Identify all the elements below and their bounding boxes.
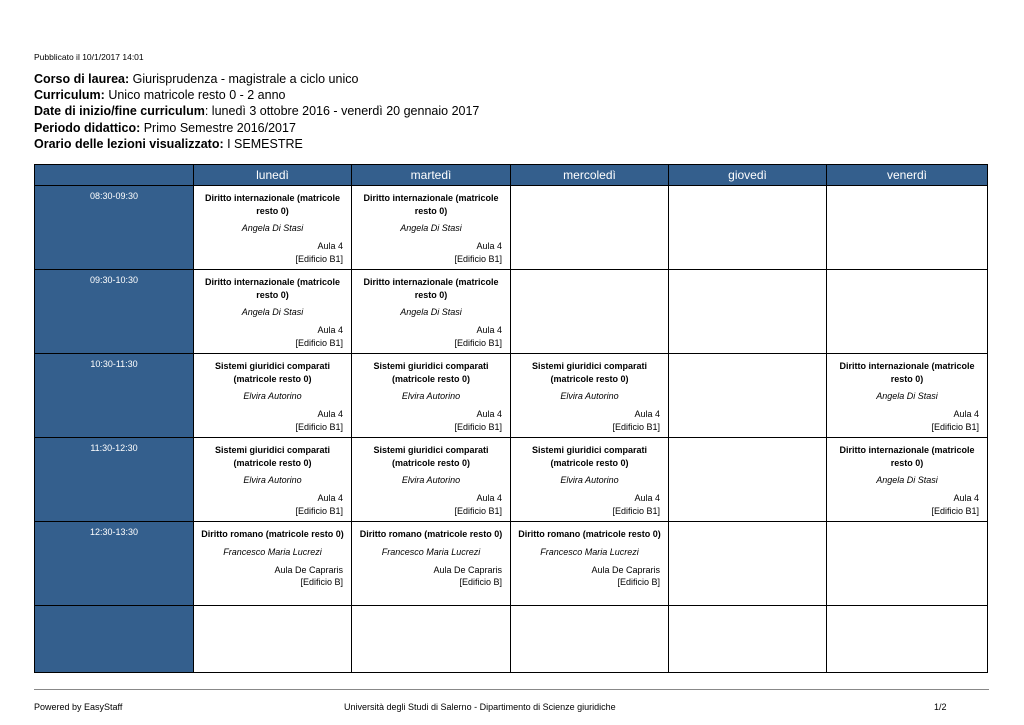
info-label: Curriculum: (34, 88, 105, 103)
footer-divider (34, 689, 989, 690)
info-label: Date di inizio/fine curriculum (34, 104, 205, 119)
lesson-location (358, 324, 504, 349)
lesson-teacher: Elvira Autorino (560, 391, 619, 401)
lesson-building: [Edificio B1] (931, 421, 979, 432)
lesson-room: Aula 4 (317, 325, 343, 335)
lesson-location (200, 492, 345, 517)
info-value: I SEMESTRE (223, 136, 303, 151)
lesson-teacher: Angela Di Stasi (400, 307, 462, 317)
lesson-title: Sistemi giuridici comparati (matricole resto 0) (214, 361, 331, 384)
lesson-title: Diritto romano (matricole resto 0) (518, 529, 661, 539)
empty-cell (194, 606, 352, 673)
lesson-title: Sistemi giuridici comparati (matricole resto 0) (531, 361, 648, 384)
lesson-block (194, 438, 351, 517)
lesson-title: Diritto romano (matricole resto 0) (201, 529, 344, 539)
lesson-teacher: Francesco Maria Lucrezi (223, 546, 322, 557)
lesson-title: Diritto internazionale (matricole resto 0) (839, 445, 975, 468)
lesson-block (511, 522, 668, 589)
lesson-room: Aula 4 (476, 325, 502, 335)
lesson-teacher: Angela Di Stasi (876, 391, 938, 401)
lesson-title: Diritto internazionale (matricole resto 0) (363, 277, 499, 300)
lesson-building: [Edificio B1] (454, 337, 502, 348)
lesson-location (517, 408, 662, 433)
lesson-building: [Edificio B1] (295, 505, 343, 516)
lesson-location (200, 564, 345, 589)
lesson-room: Aula 4 (953, 493, 979, 503)
lesson-room: Aula 4 (317, 493, 343, 503)
info-value: Unico matricole resto 0 - 2 anno (104, 88, 286, 103)
empty-cell (827, 270, 988, 354)
info-label: Periodo didattico: (34, 120, 141, 135)
empty-cell (669, 186, 827, 270)
time-slot-label: 10:30-11:30 (35, 354, 194, 438)
empty-cell (669, 270, 827, 354)
time-column-filler (35, 606, 194, 673)
empty-cell (669, 438, 827, 522)
lesson-location (833, 408, 981, 433)
day-header-thursday: giovedì (669, 165, 827, 186)
lesson-block (194, 522, 351, 589)
timetable-row (35, 186, 988, 270)
lesson-location (358, 492, 504, 517)
lesson-cell (352, 354, 511, 438)
lesson-teacher: Elvira Autorino (560, 475, 619, 485)
lesson-title: Sistemi giuridici comparati (matricole resto 0) (531, 445, 648, 468)
lesson-cell (511, 438, 669, 522)
footer-powered-by: Powered by EasyStaff (34, 702, 123, 712)
lesson-location (517, 492, 662, 517)
info-label: Orario delle lezioni visualizzato: (34, 136, 224, 151)
lesson-block (827, 438, 987, 517)
lesson-cell (194, 522, 352, 606)
lesson-block (352, 522, 510, 589)
empty-cell (511, 270, 669, 354)
course-info (34, 71, 479, 152)
lesson-cell (827, 438, 988, 522)
time-slot-label: 12:30-13:30 (35, 522, 194, 606)
footer-page-number: 1/2 (934, 702, 947, 712)
lesson-teacher: Angela Di Stasi (241, 307, 304, 317)
lesson-title: Diritto internazionale (matricole resto 0) (839, 361, 975, 384)
lesson-room: Aula 4 (634, 493, 660, 503)
lesson-building: [Edificio B] (617, 577, 660, 587)
lesson-location (200, 408, 345, 433)
lesson-block (352, 270, 510, 349)
lesson-cell (194, 186, 352, 270)
lesson-room: Aula De Capraris (591, 564, 660, 575)
lesson-room: Aula 4 (476, 241, 502, 251)
lesson-cell (352, 522, 511, 606)
lesson-block (511, 438, 668, 517)
footer-institution: Università degli Studi di Salerno - Dipartimento di Scienze giuridiche (344, 702, 616, 712)
lesson-location (833, 492, 981, 517)
lesson-title: Diritto internazionale (matricole resto 0) (204, 277, 341, 300)
curriculum-info-row (34, 87, 479, 103)
lesson-block (511, 354, 668, 433)
lesson-room: Aula 4 (953, 409, 979, 419)
course-info-row (34, 71, 479, 87)
lesson-cell (511, 522, 669, 606)
schedule-info-row (34, 136, 479, 152)
lesson-room: Aula 4 (634, 409, 660, 419)
lesson-room: Aula De Capraris (274, 564, 343, 575)
timetable (34, 164, 988, 673)
info-label: Corso di laurea: (34, 72, 130, 86)
lesson-block (194, 270, 351, 349)
lesson-location (200, 240, 345, 265)
lesson-teacher: Francesco Maria Lucrezi (540, 546, 639, 557)
lesson-room: Aula 4 (317, 241, 343, 251)
lesson-teacher: Elvira Autorino (243, 391, 302, 401)
lesson-location (517, 564, 662, 589)
day-header-wednesday: mercoledì (511, 165, 669, 186)
info-value: : lunedì 3 ottobre 2016 - venerdì 20 gennaio 2017 (204, 104, 480, 119)
time-slot-label: 09:30-10:30 (35, 270, 194, 354)
lesson-location (200, 324, 345, 349)
lesson-building: [Edificio B1] (454, 253, 502, 264)
lesson-title: Diritto romano (matricole resto 0) (359, 529, 503, 539)
lesson-block (352, 438, 510, 517)
lesson-teacher: Elvira Autorino (401, 475, 461, 485)
empty-cell (827, 186, 988, 270)
lesson-building: [Edificio B1] (454, 505, 502, 516)
timetable-row (35, 522, 988, 606)
lesson-cell (194, 354, 352, 438)
lesson-block (352, 186, 510, 265)
lesson-building: [Edificio B1] (612, 505, 660, 516)
empty-cell (511, 186, 669, 270)
lesson-block (194, 354, 351, 433)
lesson-title: Diritto internazionale (matricole resto 0) (204, 193, 341, 216)
time-slot-label: 08:30-09:30 (35, 186, 194, 270)
lesson-title: Sistemi giuridici comparati (matricole resto 0) (373, 445, 489, 468)
lesson-room: Aula 4 (476, 409, 502, 419)
empty-cell (827, 522, 988, 606)
timetable-header-row (35, 165, 988, 186)
lesson-teacher: Angela Di Stasi (876, 475, 938, 485)
info-value: Primo Semestre 2016/2017 (140, 120, 296, 135)
day-header-monday: lunedì (194, 165, 352, 186)
lesson-teacher: Angela Di Stasi (241, 223, 304, 233)
lesson-room: Aula De Capraris (433, 564, 502, 575)
lesson-building: [Edificio B] (300, 577, 343, 587)
period-info-row (34, 120, 479, 136)
lesson-teacher: Elvira Autorino (243, 475, 302, 485)
lesson-room: Aula 4 (476, 493, 502, 503)
lesson-location (358, 240, 504, 265)
info-value: Giurisprudenza - magistrale a ciclo unico (129, 72, 359, 86)
lesson-building: [Edificio B1] (295, 253, 343, 264)
timetable-row (35, 354, 988, 438)
timetable-row (35, 270, 988, 354)
empty-cell (827, 606, 988, 673)
dates-info-row (34, 103, 479, 119)
empty-cell (669, 606, 827, 673)
lesson-title: Diritto internazionale (matricole resto 0) (363, 193, 499, 216)
lesson-cell (827, 354, 988, 438)
lesson-teacher: Angela Di Stasi (400, 223, 462, 233)
lesson-title: Sistemi giuridici comparati (matricole resto 0) (214, 445, 331, 468)
empty-cell (669, 354, 827, 438)
lesson-cell (511, 354, 669, 438)
timetable-body (35, 186, 988, 673)
lesson-cell (352, 270, 511, 354)
day-header-friday: venerdì (827, 165, 988, 186)
lesson-block (352, 354, 510, 433)
timetable-row (35, 438, 988, 522)
lesson-building: [Edificio B1] (931, 505, 979, 516)
corner-header (35, 165, 194, 186)
lesson-teacher: Francesco Maria Lucrezi (381, 546, 481, 557)
lesson-room: Aula 4 (317, 409, 343, 419)
lesson-title: Sistemi giuridici comparati (matricole resto 0) (373, 361, 489, 384)
lesson-building: [Edificio B1] (612, 421, 660, 432)
lesson-teacher: Elvira Autorino (401, 391, 461, 401)
timetable-filler-row (35, 606, 988, 673)
lesson-cell (194, 270, 352, 354)
lesson-building: [Edificio B1] (454, 421, 502, 432)
lesson-building: [Edificio B1] (295, 337, 343, 348)
lesson-block (194, 186, 351, 265)
lesson-cell (194, 438, 352, 522)
empty-cell (511, 606, 669, 673)
time-slot-label: 11:30-12:30 (35, 438, 194, 522)
published-timestamp: Pubblicato il 10/1/2017 14:01 (34, 52, 144, 62)
lesson-location (358, 408, 504, 433)
lesson-cell (352, 438, 511, 522)
lesson-building: [Edificio B1] (295, 421, 343, 432)
lesson-block (827, 354, 987, 433)
lesson-cell (352, 186, 511, 270)
empty-cell (352, 606, 511, 673)
lesson-building: [Edificio B] (459, 577, 502, 587)
lesson-location (358, 564, 504, 589)
empty-cell (669, 522, 827, 606)
day-header-tuesday: martedì (352, 165, 511, 186)
